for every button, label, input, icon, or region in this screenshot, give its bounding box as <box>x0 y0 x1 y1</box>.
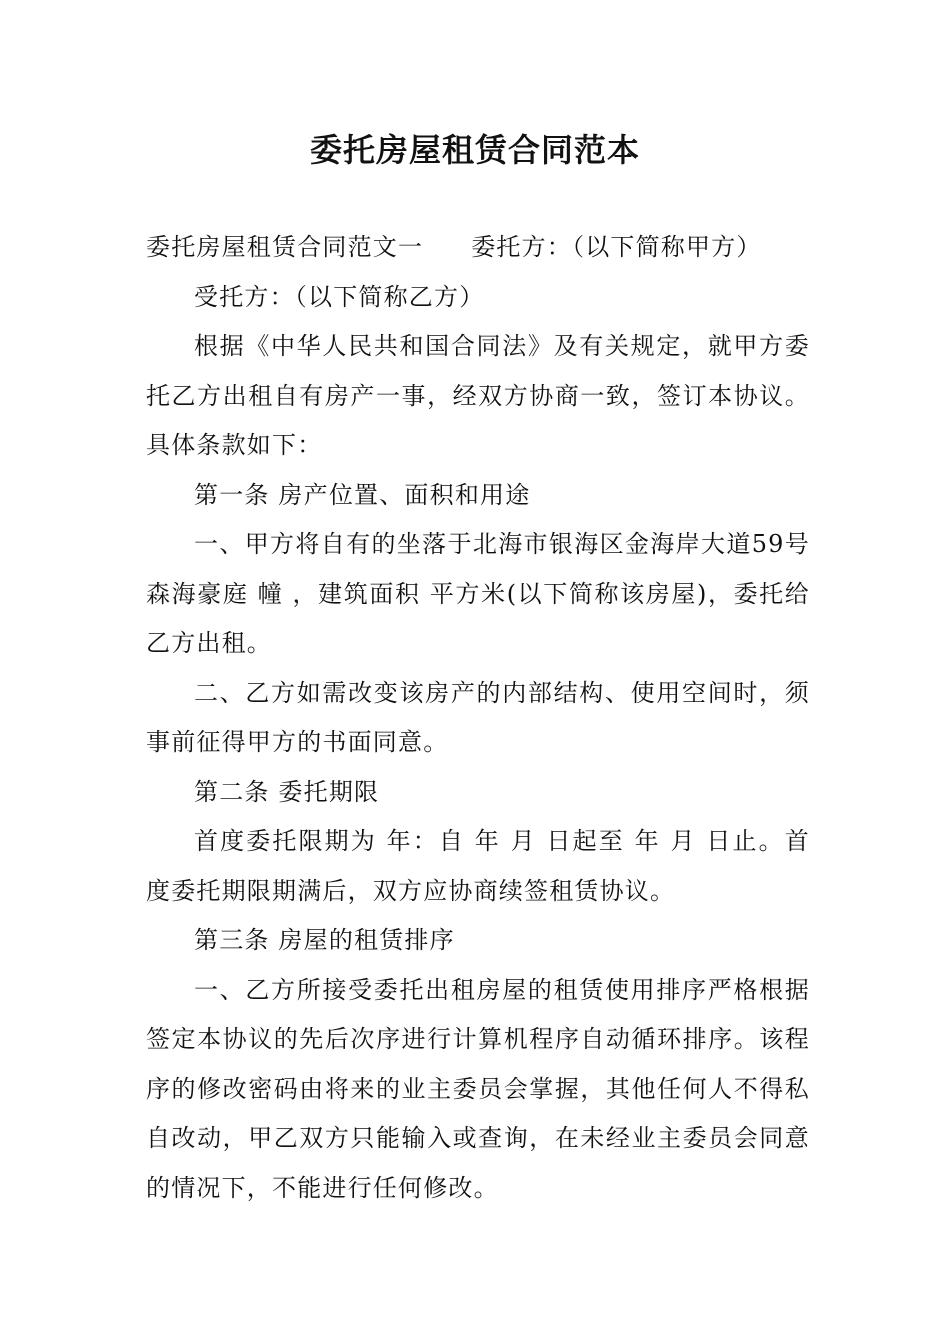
document-body <box>146 223 810 1213</box>
article-1-heading: 第一条 房产位置、面积和用途 <box>194 480 531 509</box>
article-1-clause-2: 二、乙方如需改变该房产的内部结构、使用空间时，须事前征得甲方的书面同意。 <box>146 678 810 756</box>
intro-paragraph <box>146 223 810 273</box>
article-3-heading: 第三条 房屋的租赁排序 <box>194 926 455 954</box>
document-title: 委托房屋租赁合同范本 <box>309 131 640 169</box>
article-1-clause-1: 一、甲方将自有的坐落于北海市银海区金海岸大道59号森海豪庭 幢 ，建筑面积 平方米(以下简称该房屋)，委托给乙方出租。 <box>146 530 810 657</box>
article-2-heading: 第二条 委托期限 <box>194 777 380 806</box>
intro-client: 委托方：（以下简称甲方） <box>471 233 762 261</box>
article-2-clause: 首度委托限期为 年：自 年 月 日起至 年 月 日止。首度委托期限期满后，双方应协商续签租赁协议。 <box>146 827 810 905</box>
paragraph-trustee: 受托方：（以下简称乙方） <box>194 282 485 311</box>
paragraph-basis: 根据《中华人民共和国合同法》及有关规定，就甲方委托乙方出租自有房产一事，经双方协商一致，签订本协议。具体条款如下： <box>146 332 810 459</box>
intro-label: 委托房屋租赁合同范文一 <box>146 233 424 261</box>
article-3-clause-1: 一、乙方所接受委托出租房屋的租赁使用排序严格根据签定本协议的先后次序进行计算机程序自动循环排序。该程序的修改密码由将来的业主委员会掌握，其他任何人不得私自改动，甲乙双方只能输入或查询，在未经业主委员会同意的情况下，不能进行任何修改。 <box>146 975 810 1202</box>
